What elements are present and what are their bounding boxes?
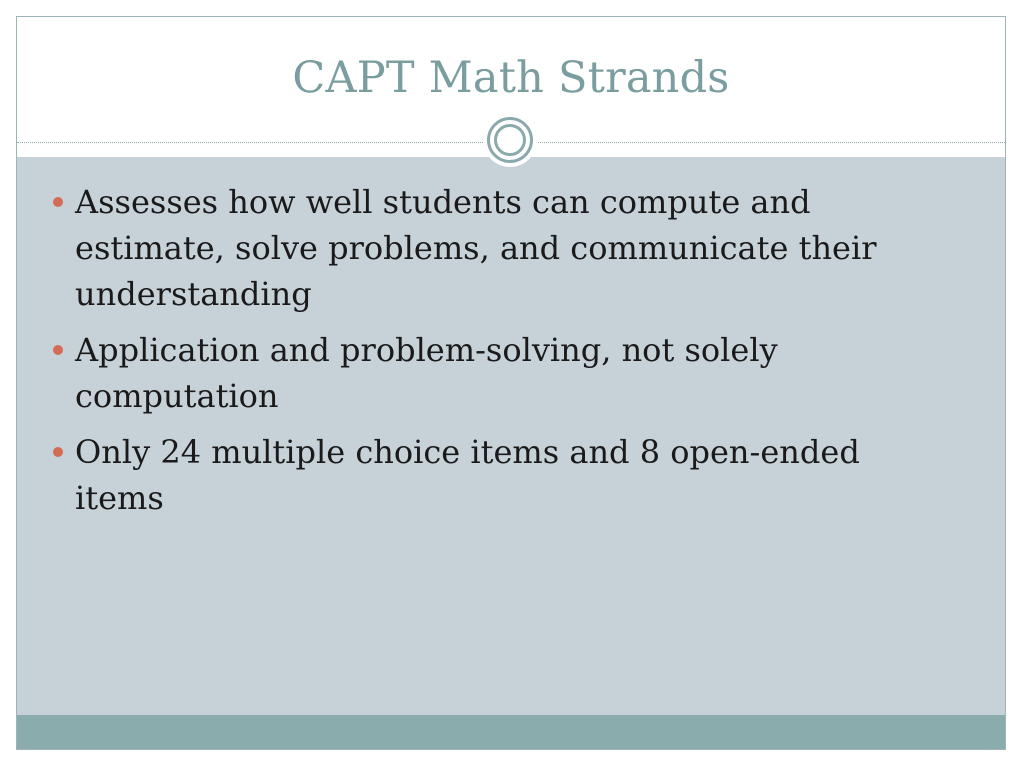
bullet-text: Assesses how well students can compute and estimate, solve problems, and communicate their understanding — [75, 183, 877, 313]
bullet-text: Application and problem-solving, not solely computation — [75, 331, 778, 415]
bullet-item — [53, 179, 953, 317]
outer-ring — [487, 117, 533, 163]
bullet-dot-icon — [53, 345, 63, 355]
inner-ring — [494, 124, 526, 156]
bullet-dot-icon — [53, 197, 63, 207]
bullet-item — [53, 327, 953, 419]
bullet-dot-icon — [53, 447, 63, 457]
bullet-item — [53, 429, 953, 521]
slide-title: CAPT Math Strands — [292, 53, 730, 103]
circle-ornament-icon — [483, 113, 537, 167]
bullet-list — [53, 179, 953, 531]
slide — [16, 16, 1006, 750]
footer-bar — [17, 715, 1005, 749]
bullet-text: Only 24 multiple choice items and 8 open-ended items — [75, 433, 860, 517]
